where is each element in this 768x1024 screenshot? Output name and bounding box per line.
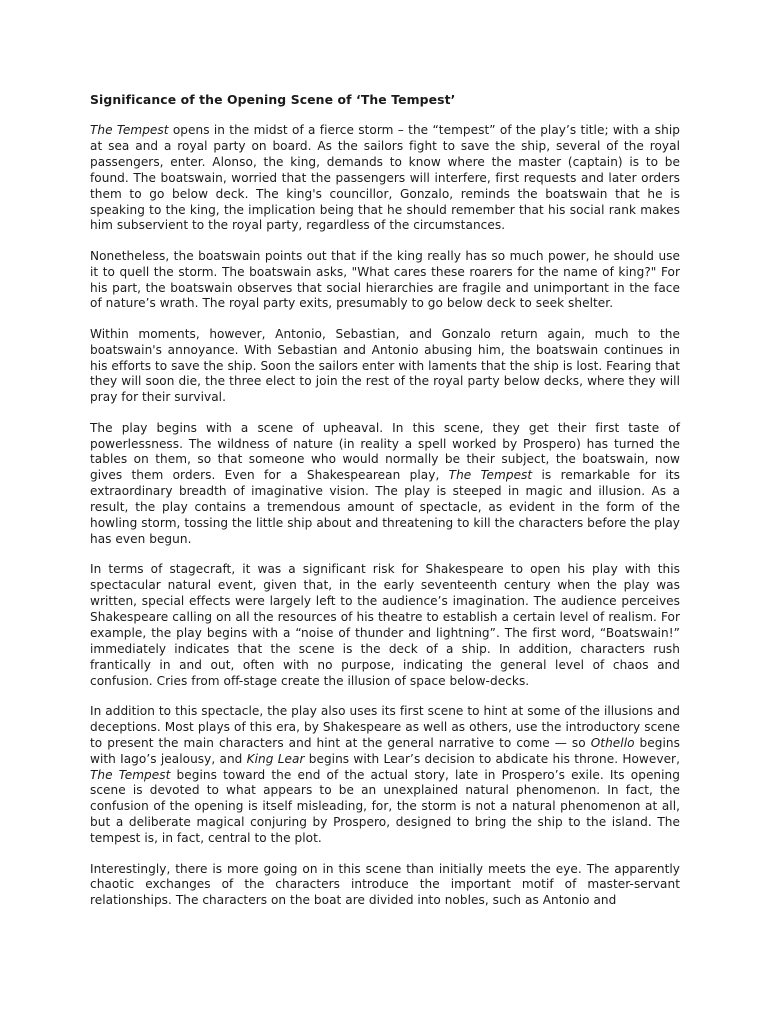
paragraph-2: [90, 249, 680, 313]
document-title: Significance of the Opening Scene of ‘The Tempest’: [90, 92, 456, 107]
paragraph-4-run-2: The Tempest: [448, 468, 533, 483]
paragraph-6-run-3: begins with Iago’s jealousy, and: [90, 735, 680, 766]
paragraph-1: [90, 123, 680, 234]
paragraph-3: [90, 327, 680, 407]
paragraph-6: [90, 704, 680, 847]
paragraph-6-run-1: In addition to this spectacle, the play also uses its first scene to hint at some of the illusions and deceptions. Most plays of this era, by Shakespeare as well as others, use the introductory scene to present the main characters and hint at the general narrative to come — so: [90, 703, 680, 750]
paragraph-4: [90, 421, 680, 548]
paragraph-6-run-2: Othello: [590, 735, 635, 750]
paragraph-4-run-1: The play begins with a scene of upheaval. In this scene, they get their first taste of powerlessness. The wildness of nature (in reality a spell worked by Prospero) has turned the tables on them, so that someone who would normally be their subject, the boatswain, now gives them orders. Even for a Shakespearean play,: [90, 420, 680, 483]
paragraph-6-run-6: The Tempest: [90, 767, 171, 782]
paragraph-7: [90, 862, 680, 910]
paragraph-6-run-5: begins with Lear’s decision to abdicate his throne. However,: [304, 751, 680, 766]
document-body: [90, 123, 680, 909]
paragraph-5: [90, 562, 680, 689]
paragraph-4-run-3: is remarkable for its extraordinary breadth of imaginative vision. The play is steeped in magic and illusion. As a result, the play contains a tremendous amount of spectacle, as evident in the form of the howling storm, tossing the little ship about and threatening to kill the characters before the play has even begun.: [90, 468, 680, 547]
paragraph-6-run-4: King Lear: [246, 751, 305, 766]
paragraph-1-run-2: opens in the midst of a fierce storm – the “tempest” of the play’s title; with a ship at sea and a royal party on board. As the sailors fight to save the ship, several of the royal passengers, enter. Alonso, the king, demands to know where the master (captain) is to be found. The boatswain, worried that the passengers will interfere, first requests and later orders them to go below deck. The king's councillor, Gonzalo, reminds the boatswain that he is speaking to the king, the implication being that he should remember that his social rank makes him subservient to the royal party, regardless of the circumstances.: [90, 123, 680, 233]
paragraph-3-run-1: Within moments, however, Antonio, Sebastian, and Gonzalo return again, much to the boatswain's annoyance. With Sebastian and Antonio abusing him, the boatswain continues in his efforts to save the ship. Soon the sailors enter with laments that the ship is lost. Fearing that they will soon die, the three elect to join the rest of the royal party below decks, where they will pray for their survival.: [90, 326, 680, 405]
paragraph-2-run-1: Nonetheless, the boatswain points out that if the king really has so much power, he should use it to quell the storm. The boatswain asks, "What cares these roarers for the name of king?" For his part, the boatswain observes that social hierarchies are fragile and unimportant in the face of nature’s wrath. The royal party exits, presumably to go below deck to seek shelter.: [90, 248, 680, 311]
paragraph-6-run-7: begins toward the end of the actual story, late in Prospero’s exile. Its opening scene is devoted to what appears to be an unexplained natural phenomenon. In fact, the confusion of the opening is itself misleading, for, the storm is not a natural phenomenon at all, but a deliberate magical conjuring by Prospero, designed to bring the ship to the island. The tempest is, in fact, central to the plot.: [90, 767, 680, 846]
paragraph-7-run-1: Interestingly, there is more going on in this scene than initially meets the eye. The apparently chaotic exchanges of the characters introduce the important motif of master-servant relationships. The characters on the boat are divided into nobles, such as Antonio and: [90, 861, 680, 908]
paragraph-5-run-1: In terms of stagecraft, it was a significant risk for Shakespeare to open his play with this spectacular natural event, given that, in the early seventeenth century when the play was written, special effects were largely left to the audience’s imagination. The audience perceives Shakespeare calling on all the resources of his theatre to establish a certain level of realism. For example, the play begins with a “noise of thunder and lightning”. The first word, “Boatswain!” immediately indicates that the scene is the deck of a ship. In addition, characters rush frantically in and out, often with no purpose, indicating the general level of chaos and confusion. Cries from off-stage create the illusion of space below-decks.: [90, 562, 680, 688]
paragraph-1-run-1: The Tempest: [90, 123, 169, 137]
